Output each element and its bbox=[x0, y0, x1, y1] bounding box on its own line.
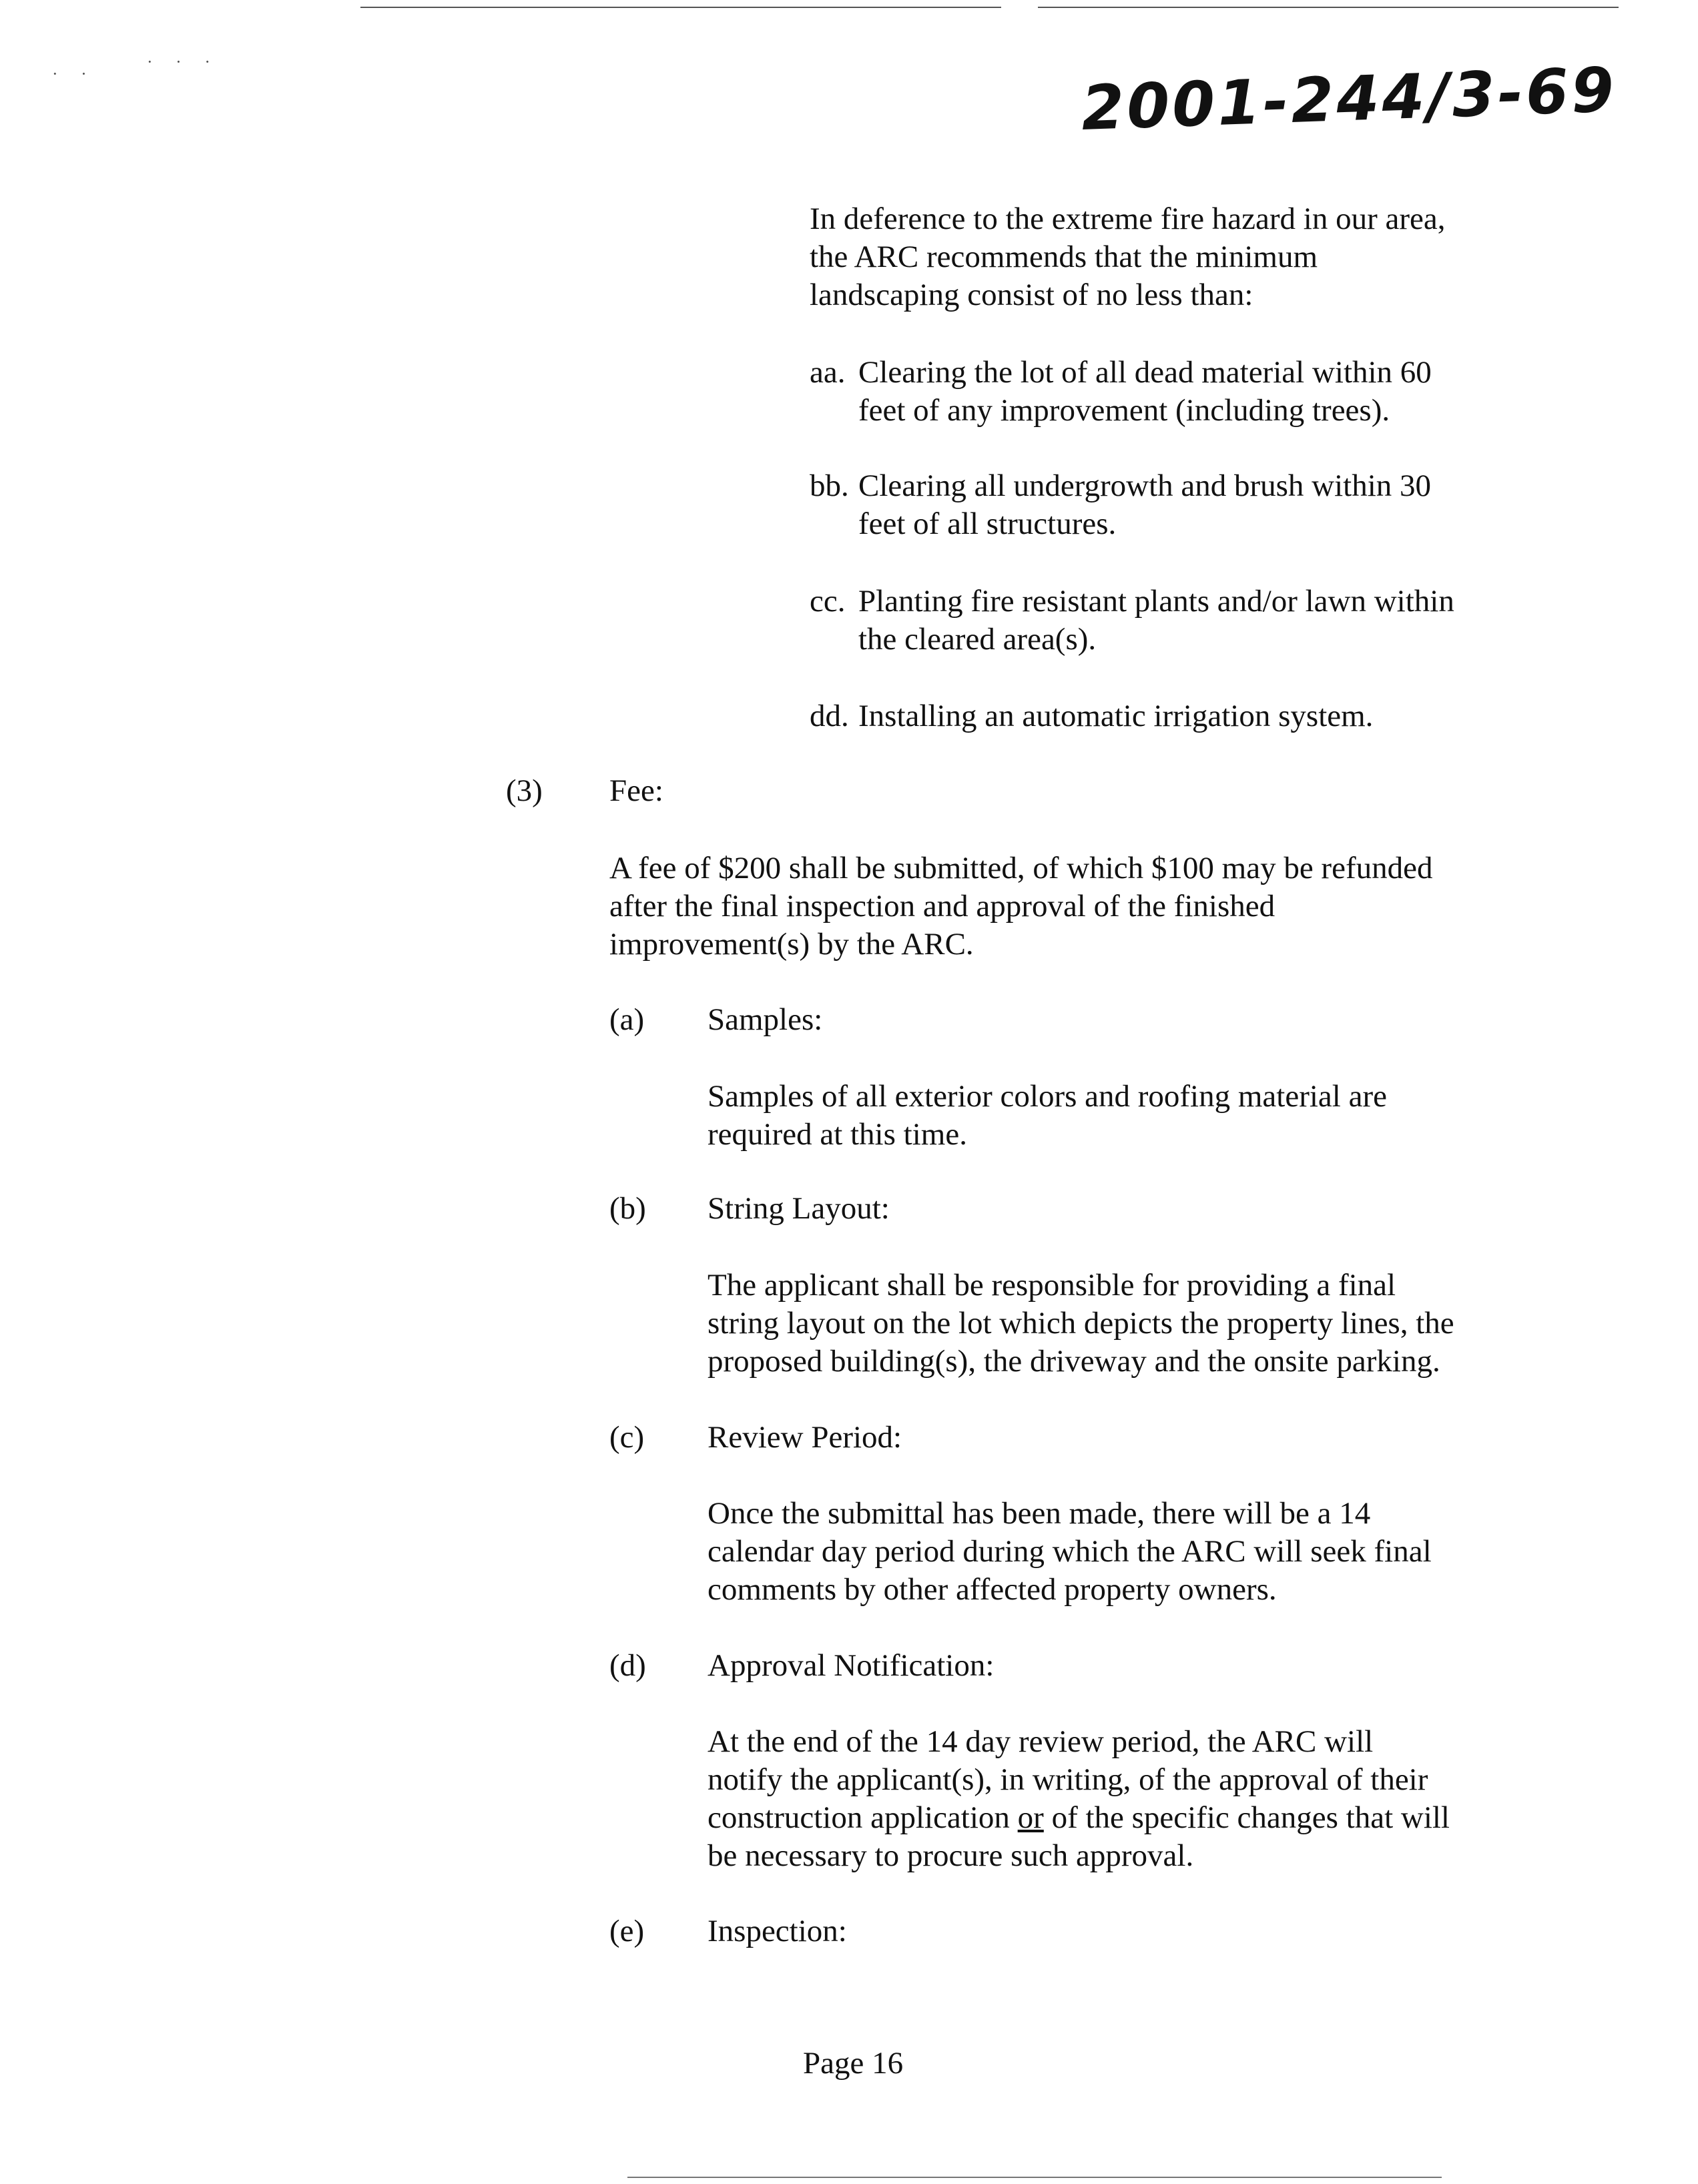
list-marker: aa. bbox=[810, 355, 846, 390]
handwritten-document-number: 2001-244/3-69 bbox=[1080, 54, 1618, 144]
fee-body-line-1: A fee of $200 shall be submitted, of which $100 may be refunded bbox=[609, 851, 1433, 885]
subsection-body-line: required at this time. bbox=[708, 1117, 967, 1152]
subsection-heading: Review Period: bbox=[708, 1420, 902, 1455]
subsection-heading: Inspection: bbox=[708, 1914, 847, 1948]
subsection-body-line: comments by other affected property owners. bbox=[708, 1572, 1277, 1607]
subsection-body-line: notify the applicant(s), in writing, of the approval of their bbox=[708, 1762, 1428, 1797]
subsection-body-line: proposed building(s), the driveway and the onsite parking. bbox=[708, 1344, 1440, 1379]
subsection-letter: (d) bbox=[609, 1648, 646, 1683]
line-text: construction application bbox=[708, 1800, 1018, 1835]
section-number: (3) bbox=[506, 773, 543, 808]
subsection-heading: Samples: bbox=[708, 1002, 823, 1037]
subsection-letter: (c) bbox=[609, 1420, 645, 1455]
subsection-body-line: calendar day period during which the ARC will seek final bbox=[708, 1534, 1432, 1569]
page-number: Page 16 bbox=[803, 2046, 904, 2081]
list-marker: cc. bbox=[810, 584, 846, 619]
subsection-body-line: string layout on the lot which depicts the property lines, the bbox=[708, 1306, 1454, 1341]
subsection-body-line: Samples of all exterior colors and roofing material are bbox=[708, 1079, 1387, 1114]
list-item-line: Clearing all undergrowth and brush within 30 bbox=[858, 468, 1432, 503]
subsection-body-line: At the end of the 14 day review period, the ARC will bbox=[708, 1724, 1374, 1759]
top-rule-left bbox=[360, 7, 1001, 8]
subsection-body-line-with-emphasis bbox=[708, 1799, 1450, 1837]
subsection-letter: (e) bbox=[609, 1914, 645, 1948]
fee-body-line-2: after the final inspection and approval of the finished bbox=[609, 889, 1276, 924]
intro-line-1: In deference to the extreme fire hazard in our area, bbox=[810, 202, 1446, 236]
bottom-rule bbox=[627, 2177, 1442, 2178]
fee-body-line-3: improvement(s) by the ARC. bbox=[609, 927, 974, 962]
scan-specks: · · bbox=[52, 64, 96, 83]
subsection-letter: (a) bbox=[609, 1002, 645, 1037]
subsection-body-line: be necessary to procure such approval. bbox=[708, 1838, 1194, 1873]
list-marker: dd. bbox=[810, 699, 849, 733]
list-item-line: feet of any improvement (including trees). bbox=[858, 393, 1390, 428]
subsection-letter: (b) bbox=[609, 1191, 646, 1226]
list-item-line: Installing an automatic irrigation system. bbox=[858, 699, 1374, 733]
subsection-heading: Approval Notification: bbox=[708, 1648, 995, 1683]
list-item-line: the cleared area(s). bbox=[858, 622, 1097, 657]
list-item-line: Planting fire resistant plants and/or lawn within bbox=[858, 584, 1454, 619]
scan-specks-2: · · · bbox=[147, 52, 220, 71]
top-rule-right bbox=[1038, 7, 1619, 8]
section-heading: Fee: bbox=[609, 773, 663, 808]
underlined-or: or bbox=[1017, 1800, 1044, 1835]
subsection-body-line: The applicant shall be responsible for providing a final bbox=[708, 1268, 1396, 1303]
intro-line-2: the ARC recommends that the minimum bbox=[810, 240, 1318, 274]
subsection-heading: String Layout: bbox=[708, 1191, 890, 1226]
list-item-line: Clearing the lot of all dead material within 60 bbox=[858, 355, 1432, 390]
intro-line-3: landscaping consist of no less than: bbox=[810, 278, 1253, 312]
list-item-line: feet of all structures. bbox=[858, 506, 1117, 541]
line-text: of the specific changes that will bbox=[1043, 1800, 1450, 1835]
subsection-body-line: Once the submittal has been made, there will be a 14 bbox=[708, 1496, 1371, 1531]
list-marker: bb. bbox=[810, 468, 849, 503]
